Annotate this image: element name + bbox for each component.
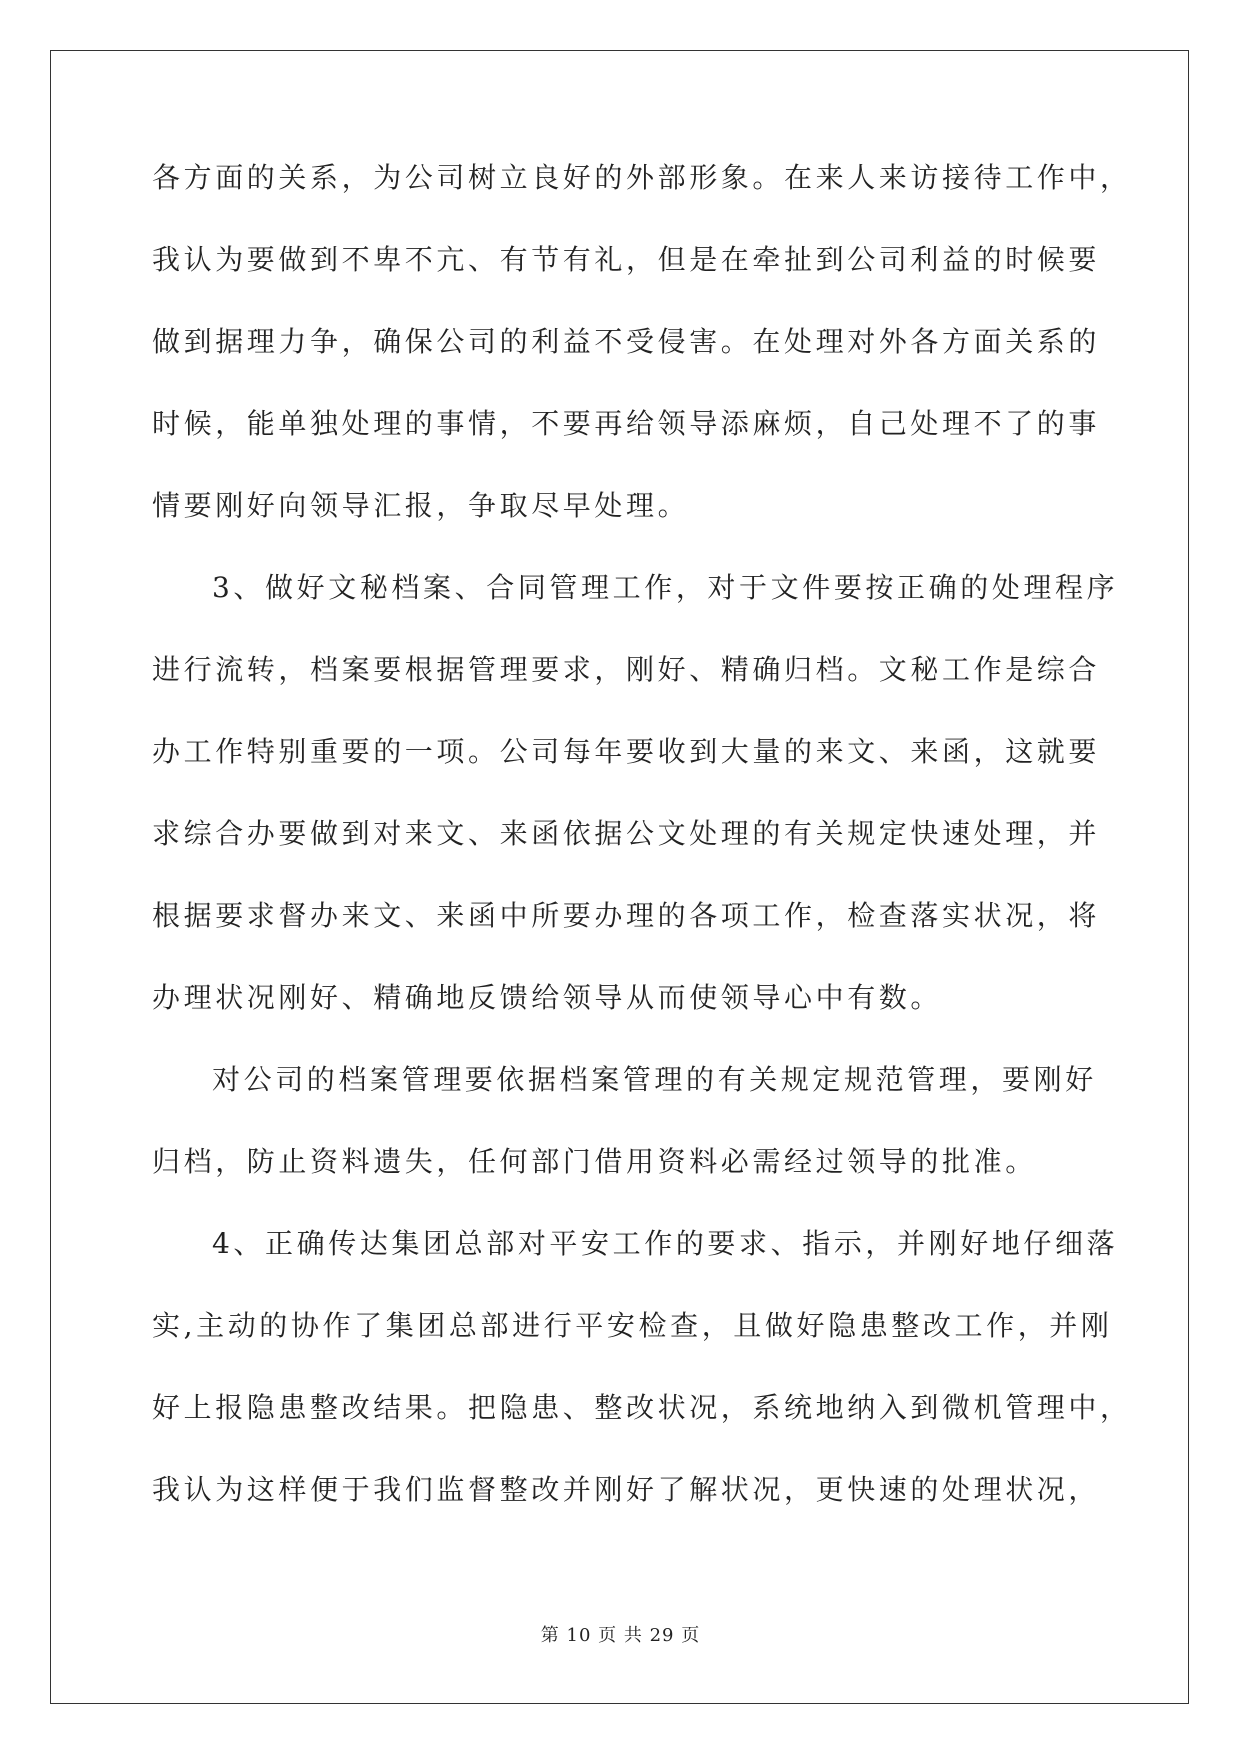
- text-line: 做到据理力争，确保公司的利益不受侵害。在处理对外各方面关系的: [152, 325, 1101, 358]
- text-line: 时候，能单独处理的事情，不要再给领导添麻烦，自己处理不了的事: [152, 407, 1101, 440]
- text-line: 我认为要做到不卑不亢、有节有礼，但是在牵扯到公司利益的时候要: [152, 243, 1101, 276]
- text-line: 办理状况刚好、精确地反馈给领导从而使领导心中有数。: [152, 981, 943, 1014]
- document-body: [152, 161, 1132, 1557]
- text-line: 情要刚好向领导汇报，争取尽早处理。: [152, 489, 690, 522]
- text-line: 进行流转，档案要根据管理要求，刚好、精确归档。文秘工作是综合: [152, 653, 1101, 686]
- text-line: 归档，防止资料遗失，任何部门借用资料必需经过领导的批准。: [152, 1145, 1037, 1178]
- text-line: 我认为这样便于我们监督整改并刚好了解状况，更快速的处理状况，: [152, 1473, 1101, 1506]
- page-number: 第 10 页 共 29 页: [540, 1625, 701, 1646]
- text-line: 根据要求督办来文、来函中所要办理的各项工作，检查落实状况，将: [152, 899, 1101, 932]
- text-line: 办工作特别重要的一项。公司每年要收到大量的来文、来函，这就要: [152, 735, 1101, 768]
- paragraph-start-line: 4、正确传达集团总部对平安工作的要求、指示，并刚好地仔细落: [212, 1227, 1119, 1260]
- text-line: 好上报隐患整改结果。把隐患、整改状况，系统地纳入到微机管理中，: [152, 1391, 1132, 1424]
- text-line: 各方面的关系，为公司树立良好的外部形象。在来人来访接待工作中，: [152, 161, 1132, 194]
- text-line: 实,主动的协作了集团总部进行平安检查，且做好隐患整改工作，并刚: [152, 1309, 1113, 1342]
- text-line: 求综合办要做到对来文、来函依据公文处理的有关规定快速处理，并: [152, 817, 1101, 850]
- paragraph-start-line: 3、做好文秘档案、合同管理工作，对于文件要按正确的处理程序: [212, 571, 1119, 604]
- paragraph-start-line: 对公司的档案管理要依据档案管理的有关规定规范管理，要刚好: [212, 1063, 1097, 1096]
